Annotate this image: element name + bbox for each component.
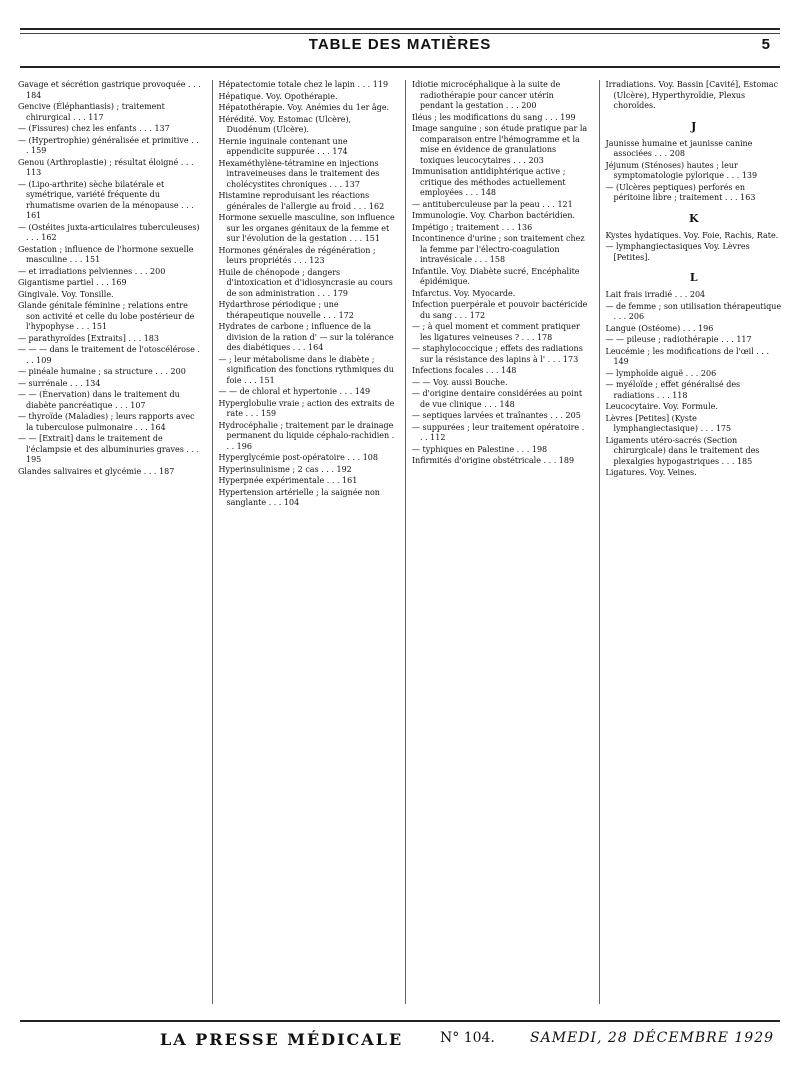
index-entry [606,80,783,112]
entry-page: 107 [130,400,146,410]
leader-dots: . . . [499,222,517,232]
leader-dots: . . . [152,367,171,376]
leader-dots: . . . [67,378,86,388]
leader-dots: . . . [26,135,199,155]
index-entry [606,414,783,435]
index-entry [18,267,202,278]
leader-dots: . . . [672,290,690,299]
entry-page: 159 [260,409,277,418]
entry-page: 164 [150,422,166,432]
entry-page: 108 [362,453,378,462]
entry-page: 203 [528,155,544,165]
entry-page: 192 [336,464,352,474]
entry-page: 163 [740,193,756,202]
entry-text: Hépatectomie totale chez le lapin [218,80,355,89]
entry-page: 123 [309,256,325,265]
leader-dots: . . . [74,322,92,331]
entry-text: Immunologie. Voy. Charbon bactéridien. [412,211,576,220]
index-column-1 [18,80,202,1004]
index-entry [412,322,589,343]
entry-text: Glandes salivaires et glycémie [18,466,142,476]
entry-text: Hyperglobulie vraie ; action des extraits de rate [218,398,395,418]
entry-text: — lymphoïde aiguë [605,368,684,378]
index-entry [219,80,396,91]
entry-page: 151 [91,322,108,331]
entry-page: 134 [85,378,101,388]
entry-text: Idiotie microcéphalique à la suite de radiothérapie pour cancer utérin pendant la gestation [412,80,561,110]
leader-dots: . . . [266,498,284,507]
entry-page: 173 [562,354,579,364]
entry-page: 206 [628,312,645,321]
index-entry [18,290,202,301]
entry-text: Histamine reproduisant les réactions générales de l'allergie au froid [218,191,370,211]
entry-text: Infection puerpérale et pouvoir bactéricide du sang [412,300,588,320]
page-header [20,30,780,60]
leader-dots: . . . [346,234,365,243]
entry-text: — ; à quel moment et comment pratiquer les ligatures veineuses ? [412,322,580,342]
leader-dots: . . . [514,444,532,454]
index-entry [412,223,589,234]
index-entry [606,231,783,242]
leader-dots: . . . [93,278,112,287]
section-letter: L [689,271,698,284]
entry-page: 151 [364,234,380,243]
index-entry [412,124,589,166]
entry-text: — surrénale [18,378,68,388]
entry-text: Huile de chénopode ; dangers d'intoxication et d'idiosyncrasie au cours de son administration [218,267,393,298]
leader-dots: . . . [451,310,470,320]
index-entry [219,92,396,103]
entry-text: — (Hypertrophie) généralisée et primitive [18,135,189,145]
leader-dots: . . . [471,255,490,264]
index-entry [18,379,202,390]
entry-page: 162 [368,201,385,211]
entry-page: 196 [236,441,252,451]
entry-page: 172 [338,310,354,320]
entry-text: Infantile. Voy. Diabète sucré, Encéphalite épidémique. [412,266,580,286]
entry-text: Gencive (Éléphantiasis) ; traitement chirurgical [18,102,165,122]
index-entry [412,113,589,124]
index-entry [606,139,783,160]
index-entry [606,369,783,380]
leader-dots: . . . [718,335,737,344]
entry-text: — (Ulcères peptiques) perforés en péritoine libre ; traitement [605,182,745,202]
index-entry [18,301,202,333]
index-entry [18,412,202,433]
entry-text: Hormone sexuelle masculine, son influence sur les organes génitaux de la femme et sur l'évolution de la gestation [218,213,395,243]
index-entry [219,103,396,114]
index-entry [219,322,396,354]
index-entry [18,434,202,466]
leader-dots: . . . [722,193,741,202]
index-entry [606,242,783,263]
entry-text: Hépatique. Voy. Opothérapie. [218,91,338,101]
leader-dots: . . . [481,399,500,409]
entry-text: Hyperpnée expérimentale [218,476,325,485]
entry-page: 187 [159,466,175,476]
entry-text: Iléus ; les modifications du sang [412,112,543,122]
index-entry [606,468,783,479]
entry-text: Lait frais irradié [605,290,673,299]
index-entry [219,300,396,321]
leader-dots: . . . [542,112,561,122]
leader-dots: . . . [320,310,339,320]
entry-text: — et irradiations pelviennes [18,266,133,276]
entry-text: Incontinence d'urine ; son traitement chez la femme par l'électro-coagulation intravésicale [412,234,585,264]
index-entry [219,115,396,136]
entry-text: Hyperglycémie post-opératoire [218,453,345,462]
leader-dots: . . . [178,157,194,167]
index-entry [18,334,202,345]
entry-text: Infections focales [412,366,484,375]
leader-dots: . . . [753,346,770,356]
index-entry [412,456,589,467]
entry-page: 117 [88,112,104,122]
leader-dots: . . . [613,312,629,321]
entry-page: 178 [536,332,553,342]
leader-dots: . . . [178,200,194,210]
entry-text: — staphylococcique ; effets des radiations sur la résistance des lapins à l' [412,344,583,364]
leader-dots: . . . [318,464,337,474]
leader-dots: . . . [724,171,742,180]
entry-text: — — — dans le traitement de l'otoscélérose [18,345,195,354]
entry-text: — — [Extrait] dans le traitement de l'éclampsie et des albuminuries graves [18,434,184,454]
index-entry [606,436,783,468]
entry-page: 136 [516,222,533,232]
entry-page: 179 [332,288,349,298]
entry-text: — — Voy. aussi Bouche. [412,377,508,387]
leader-dots: . . . [698,424,716,433]
index-entry [219,476,396,487]
entry-page: 200 [150,266,166,276]
index-column-3 [405,80,589,1004]
page-title: TABLE DES MATIÈRES [308,36,492,53]
index-entry [219,453,396,464]
entry-page: 117 [736,335,752,344]
entry-page: 185 [736,456,753,466]
entry-text: Ligaments utéro-sacrés (Section chirurgicale) dans le traitement des plexalgies hypogastriques [605,435,760,466]
index-entry [18,223,202,244]
entry-page: 119 [372,80,389,89]
issue-number: N° 104. [440,1030,495,1046]
leader-dots: . . . [314,288,333,298]
entry-text: Hyperinsulinisme ; 2 cas [218,464,319,474]
index-entry [219,268,396,300]
entry-page: 112 [430,433,446,442]
entry-text: Hydrates de carbone ; influence de la division de la ration d' — sur la tolérance des diabétiques [218,322,394,352]
leader-dots: . . . [547,411,566,420]
entry-page: 208 [669,149,686,158]
leader-dots: . . . [420,422,585,442]
index-entry [606,324,783,335]
entry-page: 148 [499,399,515,409]
entry-text: — d'origine dentaire considérées au point de vue clinique [412,389,583,409]
entry-text: — — (Énervation) dans le traitement du diabète pancréatique [18,390,180,410]
index-entry [18,102,202,123]
entry-page: 113 [26,168,42,177]
leader-dots: . . . [462,188,481,197]
entry-text: — typhiques en Palestine [412,444,515,454]
entry-page: 161 [342,476,358,485]
leader-dots: . . . [326,179,345,189]
entry-text: Leucocytaire. Voy. Formule. [605,402,718,411]
index-entry [412,267,589,288]
entry-text: — suppurées ; leur traitement opératoire [412,422,580,432]
index-entry [412,445,589,456]
entry-text: Impétigo ; traitement [412,222,500,232]
entry-text: Langue (Ostéome) [605,323,681,333]
index-entry [412,80,589,112]
entry-text: — pinéale humaine ; sa structure [18,367,153,376]
entry-page: 174 [332,147,348,156]
index-entry [412,300,589,321]
entry-page: 164 [308,343,324,352]
leader-dots: . . . [26,233,42,242]
index-entry [219,465,396,476]
entry-text: Gigantisme partiel [18,278,94,287]
index-entry [412,289,589,300]
entry-text: Hernie inguinale contenant une appendicite suppurée [218,136,348,156]
leader-dots: . . . [654,390,673,400]
leader-dots: . . . [351,201,369,211]
entry-text: Glande génitale féminine ; relations entre son activité et celle du lobe postérieur de l'hypophyse [18,301,195,331]
index-entry [219,387,396,398]
leader-dots: . . . [354,80,373,89]
entry-text: — myéloïde ; effet généralisé des radiations [605,380,741,400]
entry-page: 149 [354,387,371,396]
entry-text: — parathyroïdes [Extraits] [18,333,126,343]
entry-page: 172 [469,310,486,320]
entry-page: 151 [259,375,275,385]
leader-dots: . . . [183,444,200,454]
index-entry [412,366,589,377]
leader-dots: . . . [545,354,563,364]
entry-page: 121 [557,199,573,209]
leader-dots: . . . [719,456,737,466]
index-entry [412,411,589,422]
index-entry [606,347,783,368]
leader-dots: . . . [290,343,309,352]
entry-page: 118 [672,390,688,400]
index-entry [412,423,589,444]
index-entry [606,380,783,401]
leader-dots: . . . [241,375,260,385]
index-entry [606,335,783,346]
entry-page: 204 [689,290,706,299]
entry-text: — antituberculeuse par la peau [412,199,540,209]
entry-page: 149 [613,357,629,366]
leader-dots: . . . [314,147,333,156]
leader-dots: . . . [344,453,363,462]
entry-page: 195 [26,455,42,464]
index-entry [18,278,202,289]
entry-text: Lèvres [Petites] (Kyste lymphangiectasique) [605,413,699,433]
entry-text: — septiques larvées et traînantes [412,411,548,420]
entry-page: 200 [170,367,186,376]
index-entry [219,421,396,453]
entry-text: Gestation ; influence de l'hormone sexuelle masculine [18,244,194,264]
entry-page: 183 [143,333,159,343]
entry-text: Genou (Arthroplastie) ; résultat éloigné [18,157,179,167]
leader-dots: . . . [67,255,85,264]
index-entry [18,80,202,101]
entry-page: 169 [111,278,127,287]
leader-dots: . . . [141,466,160,476]
leader-dots: . . . [324,476,343,485]
entry-page: 151 [84,255,101,264]
leader-dots: . . . [519,332,537,342]
index-entry [18,158,202,179]
section-letter: J [691,119,697,133]
entry-text: — (Fissures) chez les enfants [18,124,137,133]
leader-dots: . . . [70,112,89,122]
index-entry [606,302,783,323]
leader-dots: . . . [243,409,261,418]
index-entry [18,180,202,222]
index-entry [18,245,202,266]
index-column-4 [599,80,783,1004]
entry-text: Hydarthrose périodique ; une thérapeutique nouvelle [218,300,339,320]
entry-page: 206 [700,368,717,378]
entry-text: — — de chloral et hypertonie [218,387,338,396]
entry-text: — ; leur métabolisme dans le diabète ; signification des fonctions rythmiques du foie [218,354,394,385]
entry-text: Hypertension artérielle ; la saignée non sanglante [218,487,380,507]
index-entry [219,213,396,245]
entry-text: — de femme ; son utilisation thérapeutique [605,301,782,311]
index-entry [412,200,589,211]
entry-page: 139 [741,171,758,180]
leader-dots: . . . [26,345,200,365]
index-entry [219,137,396,158]
index-entry [18,367,202,378]
entry-text: — — pileuse ; radiothérapie [605,335,719,344]
index-entry [18,390,202,411]
entry-page: 148 [480,188,497,197]
leader-dots: . . . [226,431,395,451]
entry-text: Ligatures. Voy. Veines. [605,468,697,477]
entry-text: Jéjunum (Sténoses) hautes ; leur symptomatologie pylorique [605,160,738,180]
leader-dots: . . . [651,149,670,158]
publication-name: LA PRESSE MÉDICALE [160,1030,404,1049]
index-entry [219,399,396,420]
entry-page: 109 [36,355,52,365]
index-entry [606,290,783,301]
leader-dots: . . . [125,333,144,343]
entry-text: Hexaméthylène-tétramine en injections intraveineuses dans le traitement des cholécystites chroniques [218,158,380,189]
entry-page: 198 [531,444,548,454]
entry-text: Kystes hydatiques. Voy. Foie, Rachis, Rate. [605,230,779,240]
index-entry [606,183,783,204]
index-entry [219,191,396,212]
leader-dots: . . . [540,456,559,465]
leader-dots: . . . [483,366,502,375]
leader-dots: . . . [291,256,310,265]
index-column-2 [212,80,396,1004]
entry-text: — lymphangiectasiques Voy. Lèvres [Petites]. [605,242,750,262]
leader-dots: . . . [185,80,201,89]
entry-page: 196 [698,323,714,333]
index-entry [18,124,202,135]
entry-text: Infarctus. Voy. Myocarde. [412,288,516,298]
entry-text: — (Ostéites juxta-articulaires tuberculeuses) [18,222,200,232]
index-columns [18,80,782,1004]
entry-page: 161 [26,211,42,220]
index-entry [18,345,202,366]
page-footer [20,1020,780,1052]
leader-dots: . . . [337,387,355,396]
index-entry [18,136,202,157]
index-entry [412,211,589,222]
header-bottom-rule [20,66,780,68]
page-number: 5 [761,36,770,53]
issue-date: SAMEDI, 28 DÉCEMBRE 1929 [530,1030,775,1046]
entry-text: Gavage et sécrétion gastrique provoquée [18,80,186,89]
index-entry [219,355,396,387]
index-entry [412,167,589,199]
leader-dots: . . . [510,155,529,165]
index-entry [18,467,202,478]
entry-text: Jaunisse humaine et jaunisse canine associées [605,138,753,158]
entry-page: 205 [565,411,581,420]
leader-dots: . . . [112,400,131,410]
index-entry [219,246,396,267]
entry-text: Immunisation antidiphtérique active ; critique des méthodes actuellement employées [412,167,566,197]
index-entry [219,159,396,191]
index-entry [412,389,589,410]
entry-page: 189 [558,456,575,465]
entry-text: Infirmités d'origine obstétricale [412,456,541,465]
leader-dots: . . . [136,124,155,133]
entry-text: Hormones générales de régénération ; leurs propriétés [218,245,376,265]
leader-dots: . . . [503,101,522,110]
entry-page: 137 [154,124,170,133]
entry-text: Hépatothérapie. Voy. Anémies du 1er âge. [218,103,390,112]
entry-text: Hydrocéphalie ; traitement par le drainage permanent du liquide céphalo-rachidien [218,420,394,440]
entry-text: Gingivale. Voy. Tonsille. [18,289,114,299]
index-entry [412,344,589,365]
index-entry [606,161,783,182]
entry-text: — thyroïde (Maladies) ; leurs rapports avec la tuberculose pulmonaire [18,412,195,432]
leader-dots: . . . [680,323,699,333]
entry-page: 159 [31,146,47,155]
index-entry [219,488,396,509]
index-entry [412,378,589,389]
entry-page: 104 [283,498,300,507]
entry-text: Hérédité. Voy. Estomac (Ulcère), Duodénum (Ulcère). [218,114,352,134]
entry-text: Leucémie ; les modifications de l'œil [605,346,754,356]
entry-page: 199 [560,112,576,122]
entry-page: 137 [344,179,360,189]
index-entry [412,234,589,266]
entry-page: 175 [715,424,732,433]
leader-dots: . . . [683,368,701,378]
entry-text: Image sanguine ; son étude pratique par la comparaison entre l'hémogramme et la mise en évidence de granulations toxiques leucocytaires [412,124,588,165]
entry-text: Irradiations. Voy. Bassin [Cavité], Estomac (Ulcère), Hyperthyroïdie, Plexus choroïdes. [605,80,779,110]
entry-page: 158 [489,255,506,264]
section-letter: K [688,211,699,225]
leader-dots: . . . [132,266,151,276]
entry-page: 148 [501,366,517,375]
leader-dots: . . . [539,199,558,209]
entry-text: — (Lipo-arthrite) sèche bilatérale et symétrique, variété fréquente du rhumatisme ovarien de la ménopause [18,179,179,210]
entry-page: 162 [41,233,57,242]
entry-page: 200 [521,101,537,110]
leader-dots: . . . [132,422,151,432]
index-entry [606,402,783,413]
entry-page: 184 [26,90,42,100]
